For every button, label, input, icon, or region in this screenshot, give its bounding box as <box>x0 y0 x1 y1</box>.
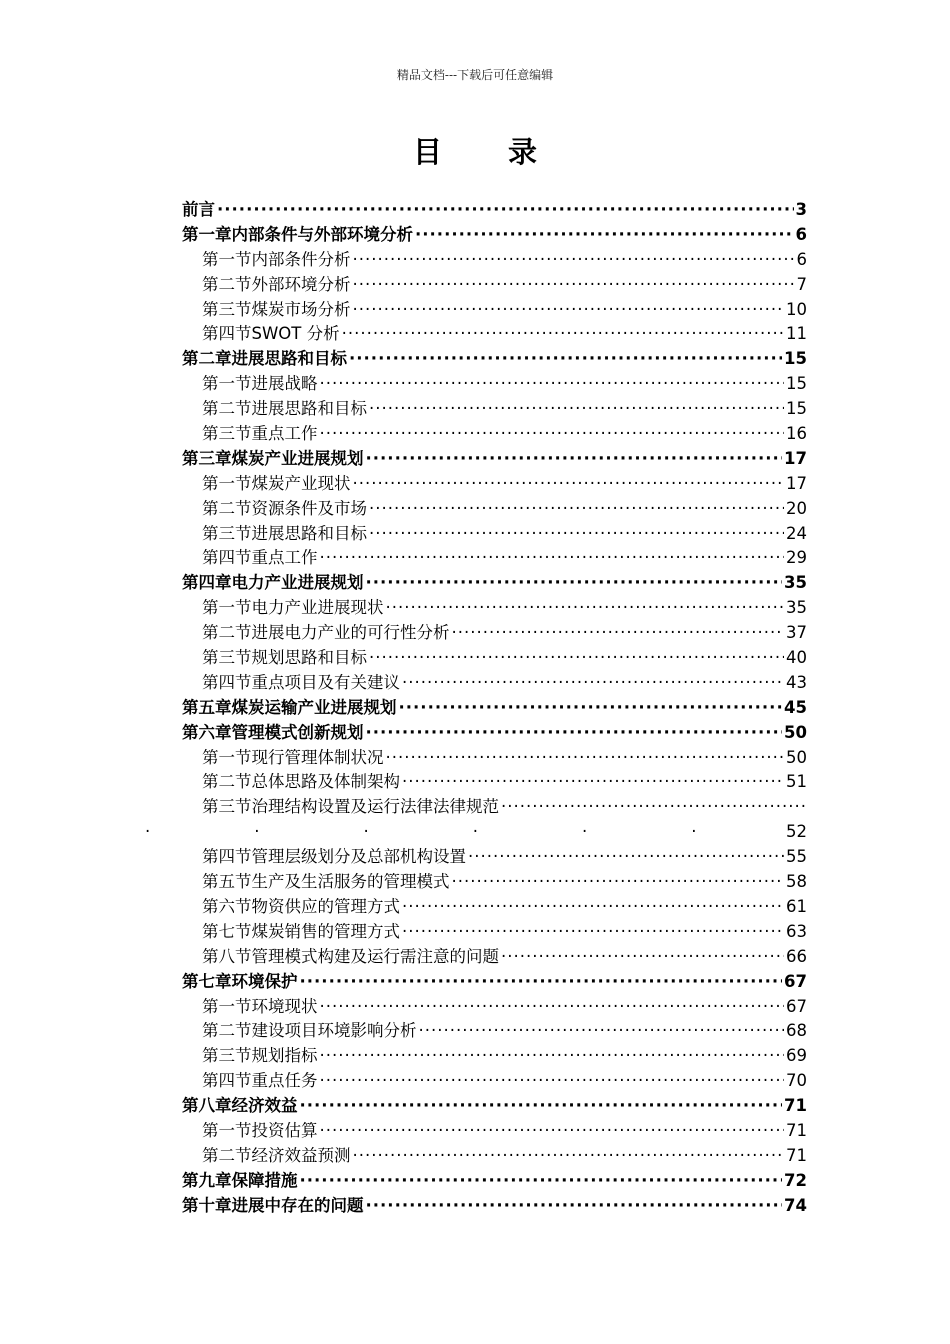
toc-leader-dots <box>369 522 784 547</box>
toc-leader-dots <box>366 571 783 596</box>
toc-leader-dots <box>320 1044 785 1069</box>
toc-section-row[interactable] <box>182 1119 807 1144</box>
toc-page-number: 71 <box>786 1120 807 1140</box>
toc-page-number: 20 <box>786 498 807 518</box>
toc-entry-title: 重点任务 <box>251 1071 318 1091</box>
page-title: 目 录 <box>412 135 566 169</box>
toc-section-row[interactable] <box>182 497 807 522</box>
toc-chapter-row[interactable] <box>182 198 807 223</box>
toc-entry-number: 第四节 <box>202 847 252 867</box>
toc-entry-title: SWOT 分析 <box>251 324 340 344</box>
toc-leader-dots <box>366 447 783 472</box>
toc-entry-title: 进展思路和目标 <box>251 523 367 543</box>
toc-page-number: 43 <box>786 672 807 692</box>
toc-page-number: 15 <box>784 349 807 369</box>
toc-leader-dots <box>369 497 784 522</box>
toc-leader-dots <box>320 546 785 571</box>
toc-entry-number: 第二章 <box>182 349 232 369</box>
toc-page-number: 16 <box>786 424 807 444</box>
toc-entry-number: 第五节 <box>202 872 252 892</box>
toc-page-number: 40 <box>786 648 807 668</box>
toc-chapter-row[interactable] <box>182 223 807 248</box>
toc-leader-dots <box>300 1094 783 1119</box>
toc-section-row[interactable] <box>182 522 807 547</box>
toc-entry-title: 资源条件及市场 <box>251 498 367 518</box>
toc-leader-dots <box>415 223 794 248</box>
toc-entry-number: 第二节 <box>202 772 252 792</box>
toc-entry-title: 规划思路和目标 <box>251 648 367 668</box>
toc-entry-number: 第九章 <box>182 1170 232 1190</box>
toc-entry-number: 第一节 <box>202 747 252 767</box>
toc-entry-title: 管理模式构建及运行需注意的问题 <box>251 946 499 966</box>
toc-page-number: 72 <box>784 1170 807 1190</box>
toc-section-row[interactable] <box>182 273 807 298</box>
toc-section-row[interactable] <box>182 621 807 646</box>
toc-leader-dots <box>300 970 783 995</box>
toc-entry-title: 管理层级划分及总部机构设置 <box>251 847 466 867</box>
toc-section-row[interactable] <box>182 1144 807 1169</box>
toc-entry-number: 第二节 <box>202 1021 252 1041</box>
toc-section-row[interactable] <box>182 546 807 571</box>
page-header: 精品文档---下载后可任意编辑 <box>396 68 554 82</box>
toc-page-number: 17 <box>786 473 807 493</box>
toc-page-number: 67 <box>784 971 807 991</box>
toc-page-number: 71 <box>786 1145 807 1165</box>
toc-page-number: 10 <box>786 299 807 319</box>
toc-leader-dots <box>320 422 785 447</box>
toc-leader-dots <box>452 621 785 646</box>
toc-entry-number: 第六章 <box>182 722 232 742</box>
toc-entry-title: 进展电力产业的可行性分析 <box>251 623 450 643</box>
toc-section-row[interactable] <box>182 945 807 970</box>
toc-page-number: 50 <box>784 722 807 742</box>
toc-chapter-row[interactable] <box>182 1194 807 1219</box>
toc-page-number: 24 <box>786 523 807 543</box>
toc-leader-dots <box>402 920 784 945</box>
toc-entry-title: 管理模式创新规划 <box>231 722 364 742</box>
toc-page-number: 51 <box>786 772 807 792</box>
toc-leader-dots <box>369 646 784 671</box>
toc-entry-number: 第二节 <box>202 274 252 294</box>
toc-page-number: 15 <box>786 399 807 419</box>
toc-entry-number: 第二节 <box>202 623 252 643</box>
toc-page-number: 45 <box>784 697 807 717</box>
toc-entry-number: 第四节 <box>202 672 252 692</box>
toc-entry-title: 重点工作 <box>251 548 318 568</box>
toc-leader-dots <box>399 696 783 721</box>
toc-leader-dots <box>353 1144 785 1169</box>
toc-entry-title: 进展中存在的问题 <box>231 1195 364 1215</box>
toc-page-number: 52 <box>786 822 807 842</box>
toc-leader-dots <box>386 746 785 771</box>
toc-leader-dots <box>320 1119 785 1144</box>
toc-page-number: 71 <box>784 1096 807 1116</box>
toc-chapter-row[interactable] <box>182 696 807 721</box>
toc-entry-number: 第一节 <box>202 598 252 618</box>
toc-entry-number: 第二节 <box>202 1145 252 1165</box>
toc-entry-number: 第三节 <box>202 299 252 319</box>
toc-section-row[interactable] <box>182 1019 807 1044</box>
toc-chapter-row[interactable] <box>182 1094 807 1119</box>
toc-section-row[interactable] <box>182 422 807 447</box>
toc-chapter-row[interactable] <box>182 1169 807 1194</box>
toc-entry-title: 总体思路及体制架构 <box>251 772 400 792</box>
toc-page-number: 63 <box>786 921 807 941</box>
toc-page-number: 7 <box>796 274 807 294</box>
toc-page-number: 37 <box>786 623 807 643</box>
toc-entry-title: 进展战略 <box>251 374 318 394</box>
toc-entry-title: 进展思路和目标 <box>251 399 367 419</box>
toc-page-number: 69 <box>786 1046 807 1066</box>
toc-entry-number: 第二节 <box>202 498 252 518</box>
toc-page-number: 50 <box>786 747 807 767</box>
toc-page-number: 35 <box>786 598 807 618</box>
toc-entry-number: 第八节 <box>202 946 252 966</box>
toc-entry-title: 治理结构设置及运行法律法律规范 <box>251 797 499 817</box>
toc-entry-number: 第一章 <box>182 224 232 244</box>
toc-section-row[interactable] <box>182 372 807 397</box>
toc-entry-number: 第八章 <box>182 1096 232 1116</box>
toc-entry-number: 第四节 <box>202 324 252 344</box>
toc-section-row[interactable] <box>182 472 807 497</box>
toc-leader-dots <box>353 298 785 323</box>
toc-entry-title: 经济效益预测 <box>251 1145 351 1165</box>
toc-page-number: 66 <box>786 946 807 966</box>
toc-leader-dots <box>342 322 784 347</box>
toc-entry-title: 内部条件与外部环境分析 <box>231 224 413 244</box>
toc-entry-number: 第五章 <box>182 697 232 717</box>
toc-leader-dots <box>320 372 785 397</box>
toc-page-number: 35 <box>784 573 807 593</box>
toc-page-number: 74 <box>784 1195 807 1215</box>
toc-entry-title: 物资供应的管理方式 <box>251 896 400 916</box>
toc-section-row[interactable] <box>182 920 807 945</box>
toc-entry-number: 第四节 <box>202 548 252 568</box>
toc-entry-number: 第七节 <box>202 921 252 941</box>
toc-chapter-row[interactable] <box>182 447 807 472</box>
toc-leader-dots <box>353 248 795 273</box>
toc-entry-title: 前言 <box>182 200 215 219</box>
toc-leader-dots <box>353 273 795 298</box>
toc-page-number: 58 <box>786 872 807 892</box>
toc-entry-title: 外部环境分析 <box>251 274 351 294</box>
toc-page-number: 61 <box>786 896 807 916</box>
toc-section-row[interactable] <box>182 322 807 347</box>
toc-entry-number: 第六节 <box>202 896 252 916</box>
toc-page-number: 17 <box>784 448 807 468</box>
toc-section-row[interactable] <box>182 248 807 273</box>
toc-entry-number: 第十章 <box>182 1195 232 1215</box>
toc-leader-dots <box>452 870 785 895</box>
toc-leader-dots <box>402 770 784 795</box>
toc-section-row[interactable] <box>182 995 807 1020</box>
toc-entry-title: 环境现状 <box>251 996 318 1016</box>
toc-leader-dots <box>366 721 783 746</box>
toc-entry-title: 生产及生活服务的管理模式 <box>251 872 450 892</box>
toc-leader-dots <box>320 995 785 1020</box>
toc-entry-title: 煤炭产业现状 <box>251 473 351 493</box>
toc-page-number: 29 <box>786 548 807 568</box>
toc-entry-title: 经济效益 <box>231 1096 298 1116</box>
toc-entry-title: 重点项目及有关建议 <box>251 672 400 692</box>
toc-leader-dots <box>353 472 785 497</box>
toc-page-number: 3 <box>795 200 807 219</box>
toc-continuation-row[interactable] <box>145 820 807 845</box>
toc-entry-number: 第七章 <box>182 971 232 991</box>
toc-leader-dots <box>419 1019 785 1044</box>
toc-leader-dots <box>402 895 784 920</box>
toc-entry-number: 第一节 <box>202 249 252 269</box>
toc-entry-title: 环境保护 <box>231 971 298 991</box>
toc-entry-title: 保障措施 <box>231 1170 298 1190</box>
toc-section-row[interactable] <box>182 1044 807 1069</box>
toc-leader-dots <box>300 1169 783 1194</box>
table-of-contents <box>182 198 807 1219</box>
toc-leader-dots <box>366 1194 783 1219</box>
toc-entry-number: 第一节 <box>202 996 252 1016</box>
toc-chapter-row[interactable] <box>182 347 807 372</box>
toc-section-row[interactable] <box>182 671 807 696</box>
toc-page-number: 11 <box>786 324 807 344</box>
toc-entry-title: 规划指标 <box>251 1046 318 1066</box>
toc-section-row[interactable] <box>182 298 807 323</box>
toc-leader-dots <box>468 845 784 870</box>
toc-entry-title: 煤炭产业进展规划 <box>231 448 364 468</box>
toc-leader-dots <box>402 671 784 696</box>
toc-entry-number: 第三章 <box>182 448 232 468</box>
toc-entry-number: 第四章 <box>182 573 232 593</box>
toc-leader-dots <box>349 347 782 372</box>
toc-leader-dots <box>369 397 784 422</box>
toc-entry-number: 第三节 <box>202 1046 252 1066</box>
toc-page-number: 68 <box>786 1021 807 1041</box>
toc-leader-dots <box>386 596 785 621</box>
toc-entry-title: 进展思路和目标 <box>231 349 347 369</box>
toc-page-number: 6 <box>796 249 807 269</box>
toc-entry-title: 重点工作 <box>251 424 318 444</box>
toc-page-number: 15 <box>786 374 807 394</box>
toc-entry-number: 第三节 <box>202 648 252 668</box>
toc-leader-dots <box>501 945 784 970</box>
toc-section-row[interactable] <box>182 596 807 621</box>
toc-entry-title: 内部条件分析 <box>251 249 351 269</box>
toc-chapter-row[interactable] <box>182 721 807 746</box>
toc-entry-title: 煤炭市场分析 <box>251 299 351 319</box>
toc-entry-title: 建设项目环境影响分析 <box>251 1021 417 1041</box>
toc-section-row[interactable] <box>182 1069 807 1094</box>
toc-section-row[interactable] <box>182 795 807 820</box>
toc-entry-title: 投资估算 <box>251 1120 318 1140</box>
toc-entry-number: 第四节 <box>202 1071 252 1091</box>
toc-entry-number: 第一节 <box>202 1120 252 1140</box>
toc-leader-dots <box>145 820 780 845</box>
toc-entry-number: 第二节 <box>202 399 252 419</box>
toc-leader-dots <box>501 795 805 820</box>
toc-page-number: 6 <box>795 224 807 244</box>
toc-page-number: 70 <box>786 1071 807 1091</box>
toc-entry-title: 电力产业进展现状 <box>251 598 384 618</box>
toc-section-row[interactable] <box>182 895 807 920</box>
toc-section-row[interactable] <box>182 870 807 895</box>
toc-leader-dots <box>320 1069 785 1094</box>
toc-entry-number: 第三节 <box>202 797 252 817</box>
toc-section-row[interactable] <box>182 746 807 771</box>
toc-entry-number: 第三节 <box>202 424 252 444</box>
toc-section-row[interactable] <box>182 397 807 422</box>
toc-chapter-row[interactable] <box>182 970 807 995</box>
toc-entry-number: 第一节 <box>202 473 252 493</box>
toc-entry-number: 第一节 <box>202 374 252 394</box>
toc-section-row[interactable] <box>182 770 807 795</box>
toc-section-row[interactable] <box>182 646 807 671</box>
toc-entry-title: 煤炭销售的管理方式 <box>251 921 400 941</box>
toc-page-number: 67 <box>786 996 807 1016</box>
toc-chapter-row[interactable] <box>182 571 807 596</box>
toc-entry-number: 第三节 <box>202 523 252 543</box>
toc-page-number: 55 <box>786 847 807 867</box>
toc-leader-dots <box>217 198 794 223</box>
toc-entry-title: 煤炭运输产业进展规划 <box>231 697 397 717</box>
toc-entry-title: 现行管理体制状况 <box>251 747 384 767</box>
toc-entry-title: 电力产业进展规划 <box>231 573 364 593</box>
toc-section-row[interactable] <box>182 845 807 870</box>
